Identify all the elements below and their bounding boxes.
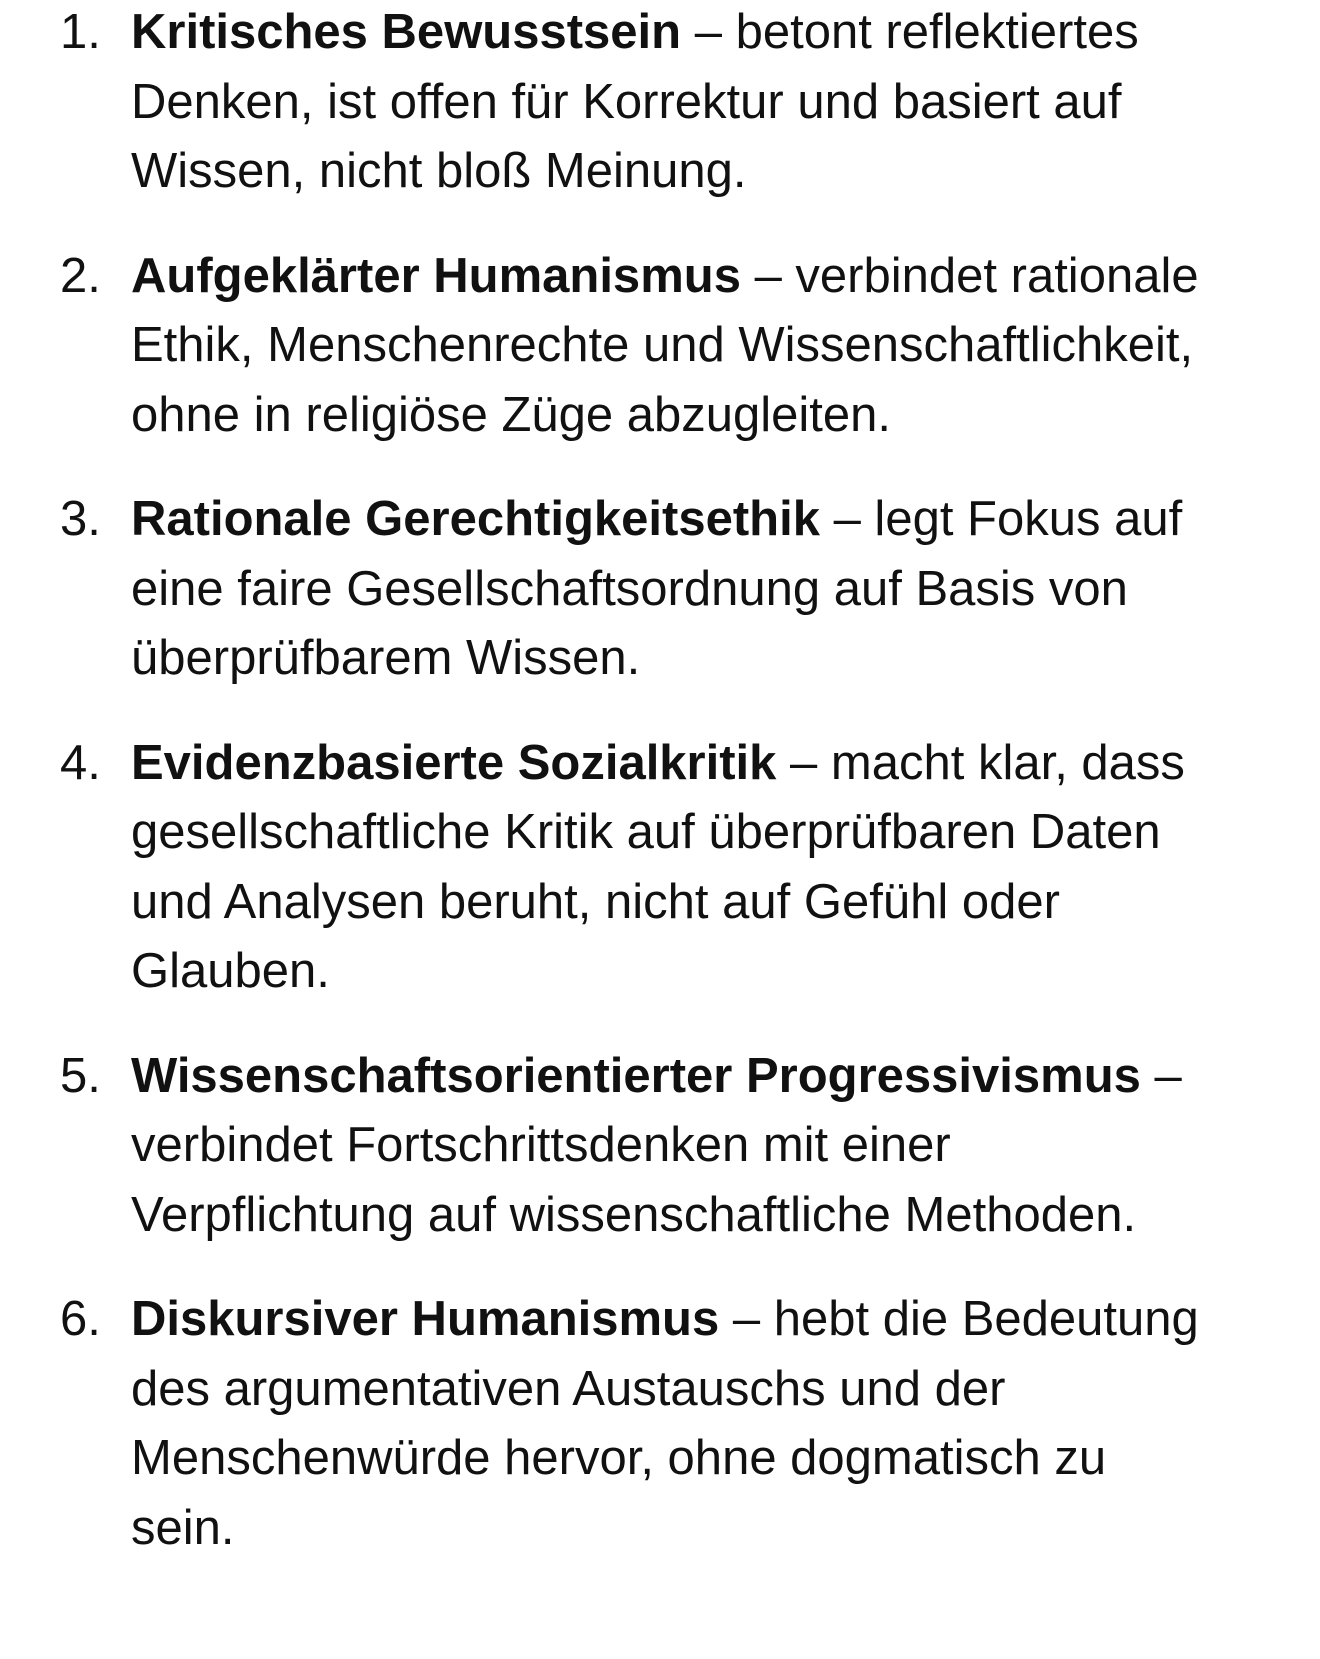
item-number: 4.	[60, 735, 101, 790]
item-number: 6.	[60, 1292, 101, 1346]
item-number: 3.	[60, 492, 101, 546]
list-item	[0, 1042, 1211, 1251]
item-term: Evidenzbasierte Sozialkritik	[131, 735, 777, 790]
item-term: Kritisches Bewusstsein	[131, 5, 682, 59]
item-term: Diskursiver Humanismus	[131, 1292, 720, 1346]
item-description: – verbindet Fortschrittsdenken mit einer Verpflichtung auf wissenschaftliche Methoden.	[131, 1048, 1182, 1242]
list-item	[0, 485, 1211, 694]
list-item	[0, 1285, 1211, 1563]
item-description: – macht klar, dass gesellschaftliche Kritik auf überprüfbaren Daten und Analysen beruht, nicht auf Gefühl oder Glauben.	[131, 735, 1185, 998]
item-description: – hebt die Bedeutung des argumentativen Austauschs und der Menschenwürde hervor, ohne dogmatisch zu sein.	[131, 1292, 1199, 1555]
item-number: 2.	[60, 248, 101, 303]
item-number: 1.	[60, 5, 101, 59]
item-term: Wissenschaftsorientierter Progressivismus	[131, 1048, 1141, 1103]
item-term: Rationale Gerechtigkeitsethik	[131, 492, 820, 546]
item-term: Aufgeklärter Humanismus	[131, 248, 741, 303]
item-description: – betont reflektiertes Denken, ist offen für Korrektur und basiert auf Wissen, nicht bloß Meinung.	[131, 5, 1139, 198]
list-item	[0, 242, 1211, 451]
list-item	[0, 729, 1211, 1007]
list-item	[0, 0, 1211, 207]
item-description: – legt Fokus auf eine faire Gesellschaftsordnung auf Basis von überprüfbarem Wissen.	[131, 492, 1183, 685]
item-description: – verbindet rationale Ethik, Menschenrechte und Wissenschaftlichkeit, ohne in religiöse Züge abzugleiten.	[131, 248, 1199, 442]
item-number: 5.	[60, 1048, 101, 1103]
